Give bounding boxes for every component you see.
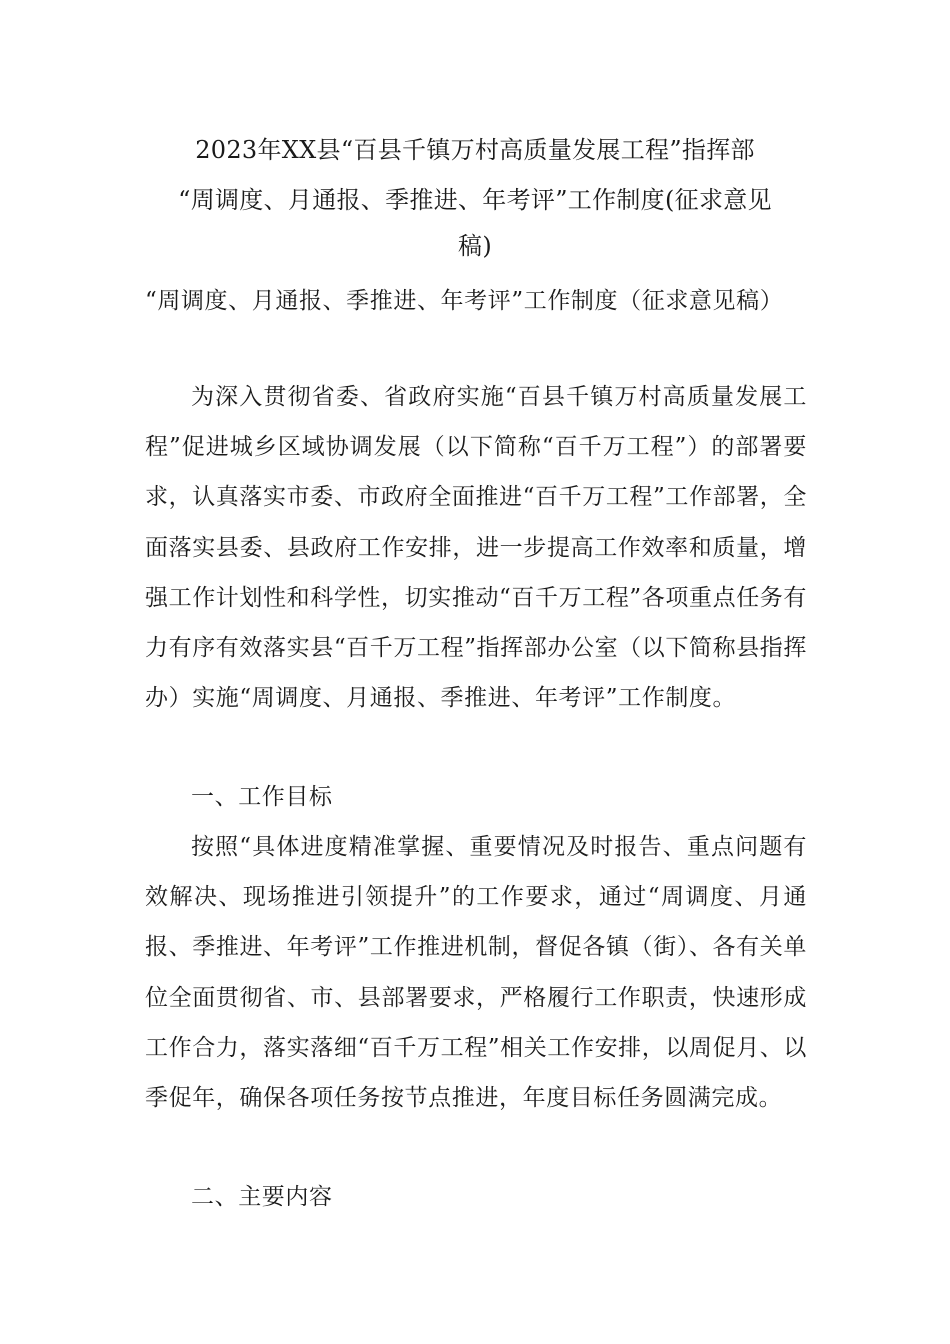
- document-title-line-2: “周调度、月通报、季推进、年考评”工作制度(征求意见: [178, 186, 772, 214]
- section-heading-goals: 一、工作目标: [191, 784, 333, 810]
- document-title-line-1: 2023年XX县“百县千镇万村高质量发展工程”指挥部: [195, 136, 755, 164]
- intro-paragraph: 为深入贯彻省委、省政府实施“百县千镇万村高质量发展工程”促进城乡区域协调发展（以下简称“百千万工程”）的部署要求，认真落实市委、市政府全面推进“百千万工程”工作部署，全面落实县委、县政府工作安排，进一步提高工作效率和质量，增强工作计划性和科学性，切实推动“百千万工程”各项重点任务有力有序有效落实县“百千万工程”指挥部办公室（以下简称县指挥办）实施“周调度、月通报、季推进、年考评”工作制度。: [145, 384, 807, 712]
- document-title-line-3: 稿): [458, 232, 492, 260]
- section-heading-content: 二、主要内容: [191, 1184, 333, 1210]
- section-body-goals: 按照“具体进度精准掌握、重要情况及时报告、重点问题有效解决、现场推进引领提升”的工作要求，通过“周调度、月通报、季推进、年考评”工作推进机制，督促各镇（街）、各有关单位全面贯彻省、市、县部署要求，严格履行工作职责，快速形成工作合力，落实落细“百千万工程”相关工作安排，以周促月、以季促年，确保各项任务按节点推进，年度目标任务圆满完成。: [145, 834, 807, 1112]
- document-subtitle: “周调度、月通报、季推进、年考评”工作制度（征求意见稿）: [145, 288, 784, 314]
